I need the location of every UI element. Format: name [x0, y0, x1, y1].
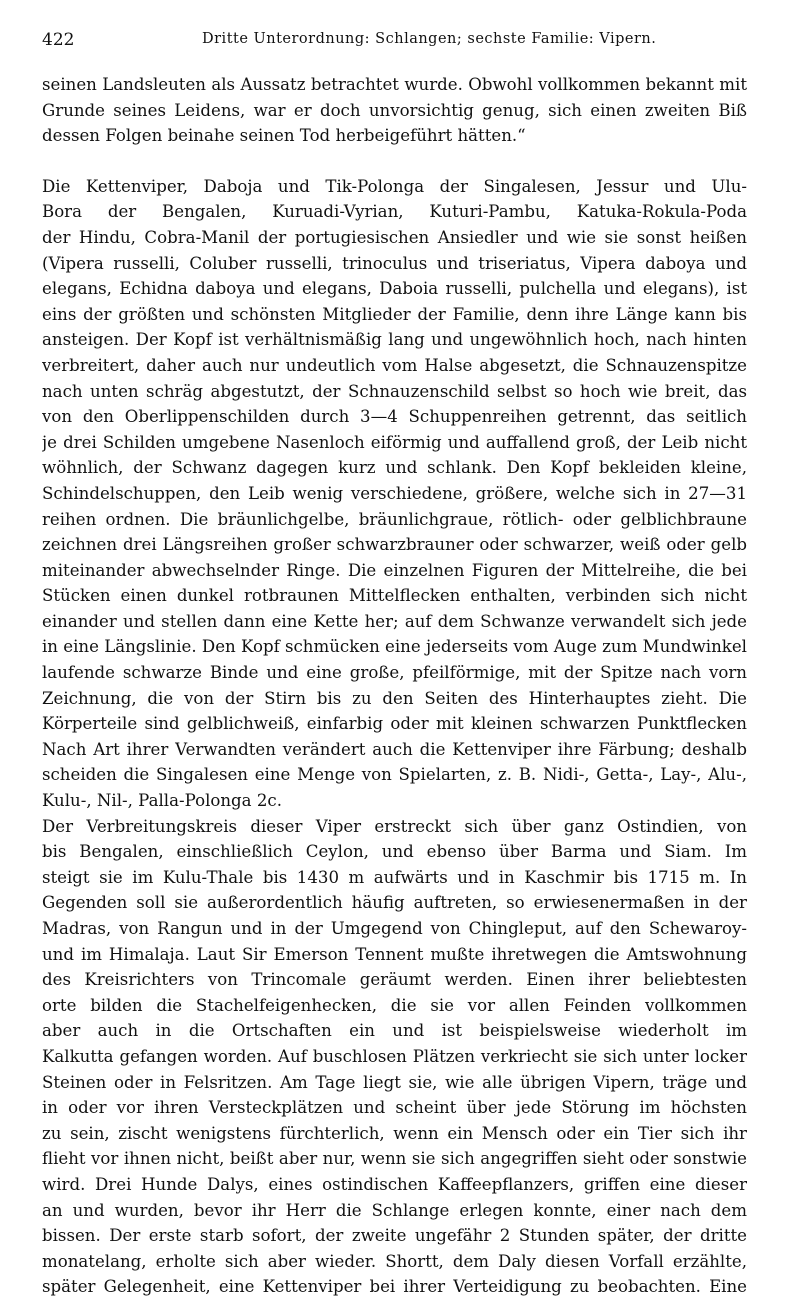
- text-line: bissen. Der erste starb sofort, der zweite ungefähr 2 Stunden später, der dritte: [42, 1226, 747, 1246]
- text-line: nach unten schräg abgestutzt, der Schnauzenschild selbst so hoch wie breit, das: [42, 381, 747, 401]
- text-line: wöhnlich, der Schwanz dagegen kurz und schlank. Den Kopf bekleiden kleine,: [42, 458, 747, 478]
- text-line: einander und stellen dann eine Kette her; auf dem Schwanze verwandelt sich jede: [42, 611, 747, 631]
- text-line: wird. Drei Hunde Dalys, eines ostindischen Kaffeepflanzers, griffen eine dieser: [42, 1174, 747, 1194]
- text-line: Madras, von Rangun und in der Umgegend von Chingleput, auf den Schewaroy-: [42, 919, 747, 938]
- text-line: Nach Art ihrer Verwandten verändert auch die Kettenviper ihre Färbung; deshalb: [42, 739, 747, 759]
- text-line: flieht vor ihnen nicht, beißt aber nur, wenn sie sich angegriffen sieht oder sonstwie: [42, 1149, 747, 1169]
- text-line: von den Oberlippenschilden durch 3—4 Schuppenreihen getrennt, das seitlich: [42, 407, 747, 427]
- text-line: Steinen oder in Felsritzen. Am Tage liegt sie, wie alle übrigen Vipern, träge und: [42, 1072, 747, 1092]
- page-header: [42, 30, 747, 58]
- text-line: monatelang, erholte sich aber wieder. Shortt, dem Daly diesen Vorfall erzählte,: [42, 1251, 747, 1271]
- text-line: zeichnen drei Längsreihen großer schwarzbrauner oder schwarzer, weiß oder gelb: [42, 535, 747, 555]
- text-line: aber auch in die Ortschaften ein und ist beispielsweise wiederholt im: [42, 1021, 747, 1041]
- text-line: Stücken einen dunkel rotbraunen Mittelflecken enthalten, verbinden sich nicht: [42, 586, 747, 606]
- text-line: orte bilden die Stachelfeigenhecken, die sie vor allen Feinden vollkommen: [42, 995, 747, 1015]
- running-head: Dritte Unterordnung: Schlangen; sechste Familie: Vipern.: [202, 31, 657, 47]
- text-line: steigt sie im Kulu-Thale bis 1430 m aufwärts und in Kaschmir bis 1715 m. In: [42, 867, 747, 887]
- text-line: reihen ordnen. Die bräunlichgelbe, bräunlichgraue, rötlich- oder gelblichbraune: [42, 509, 747, 529]
- text-line: Grunde seines Leidens, war er doch unvorsichtig genug, sich einen zweiten Biß: [42, 100, 747, 120]
- text-line: später Gelegenheit, eine Kettenviper bei ihrer Verteidigung zu beobachten. Eine: [42, 1277, 747, 1297]
- text-line: miteinander abwechselnder Ringe. Die einzelnen Figuren der Mittelreihe, die bei: [42, 560, 747, 580]
- page-number: 422: [42, 30, 75, 50]
- text-line: je drei Schilden umgebene Nasenloch eiförmig und auffallend groß, der Leib nicht: [42, 432, 747, 452]
- text-line: laufende schwarze Binde und eine große, pfeilförmige, mit der Spitze nach vorn: [42, 663, 747, 683]
- paragraph: [42, 814, 747, 1300]
- text-line: bis Bengalen, einschließlich Ceylon, und ebenso über Barma und Siam. Im: [42, 842, 747, 862]
- text-line: Schindelschuppen, den Leib wenig verschiedene, größere, welche sich in 27—31: [42, 483, 747, 503]
- paragraph: [42, 72, 747, 149]
- text-line: an und wurden, bevor ihr Herr die Schlange erlegen konnte, einer nach dem: [42, 1200, 747, 1220]
- text-line: Die Kettenviper, Daboja und Tik-Polonga der Singalesen, Jessur und Ulu-: [42, 176, 747, 196]
- text-line: scheiden die Singalesen eine Menge von Spielarten, z. B. Nidi-, Getta-, Lay-, Alu-,: [42, 765, 747, 785]
- text-line: dessen Folgen beinahe seinen Tod herbeigeführt hätten.“: [42, 126, 526, 146]
- text-line: der Hindu, Cobra-Manil der portugiesischen Ansiedler und wie sie sonst heißen: [42, 227, 747, 247]
- text-line: zu sein, zischt wenigstens fürchterlich, wenn ein Mensch oder ein Tier sich ihr: [42, 1123, 747, 1143]
- text-line: (Vipera russelli, Coluber russelli, trinoculus und triseriatus, Vipera daboya und: [42, 253, 747, 273]
- text-line: des Kreisrichters von Trincomale geräumt werden. Einen ihrer beliebtesten: [42, 970, 747, 990]
- paragraph: [42, 174, 747, 814]
- text-line: Zeichnung, die von der Stirn bis zu den Seiten des Hinterhauptes zieht. Die: [42, 688, 747, 708]
- text-line: Kulu-, Nil-, Palla-Polonga 2c.: [42, 791, 282, 811]
- body-text: [42, 72, 747, 1300]
- text-line: verbreitert, daher auch nur undeutlich vom Halse abgesetzt, die Schnauzenspitze: [42, 355, 747, 375]
- text-line: Körperteile sind gelblichweiß, einfarbig oder mit kleinen schwarzen Punktflecken: [42, 714, 747, 734]
- text-line: in eine Längslinie. Den Kopf schmücken eine jederseits vom Auge zum Mundwinkel: [42, 637, 747, 657]
- text-line: Gegenden soll sie außerordentlich häufig auftreten, so erwiesenermaßen in der: [42, 893, 747, 913]
- text-line: ansteigen. Der Kopf ist verhältnismäßig lang und ungewöhnlich hoch, nach hinten: [42, 330, 747, 350]
- text-line: in oder vor ihren Versteckplätzen und scheint über jede Störung im höchsten: [42, 1098, 747, 1118]
- text-line: Der Verbreitungskreis dieser Viper erstreckt sich über ganz Ostindien, von: [42, 816, 747, 836]
- text-line: und im Himalaja. Laut Sir Emerson Tennent mußte ihretwegen die Amtswohnung: [42, 944, 747, 964]
- text-line: Kalkutta gefangen worden. Auf buschlosen Plätzen verkriecht sie sich unter locker: [42, 1046, 747, 1066]
- text-line: elegans, Echidna daboya und elegans, Daboia russelli, pulchella und elegans), ist: [42, 279, 747, 299]
- text-line: Bora der Bengalen, Kuruadi-Vyrian, Kuturi-Pambu, Katuka-Rokula-Poda: [42, 202, 747, 222]
- text-line: seinen Landsleuten als Aussatz betrachtet wurde. Obwohl vollkommen bekannt mit: [42, 75, 747, 94]
- text-line: eins der größten und schönsten Mitglieder der Familie, denn ihre Länge kann bis: [42, 304, 747, 324]
